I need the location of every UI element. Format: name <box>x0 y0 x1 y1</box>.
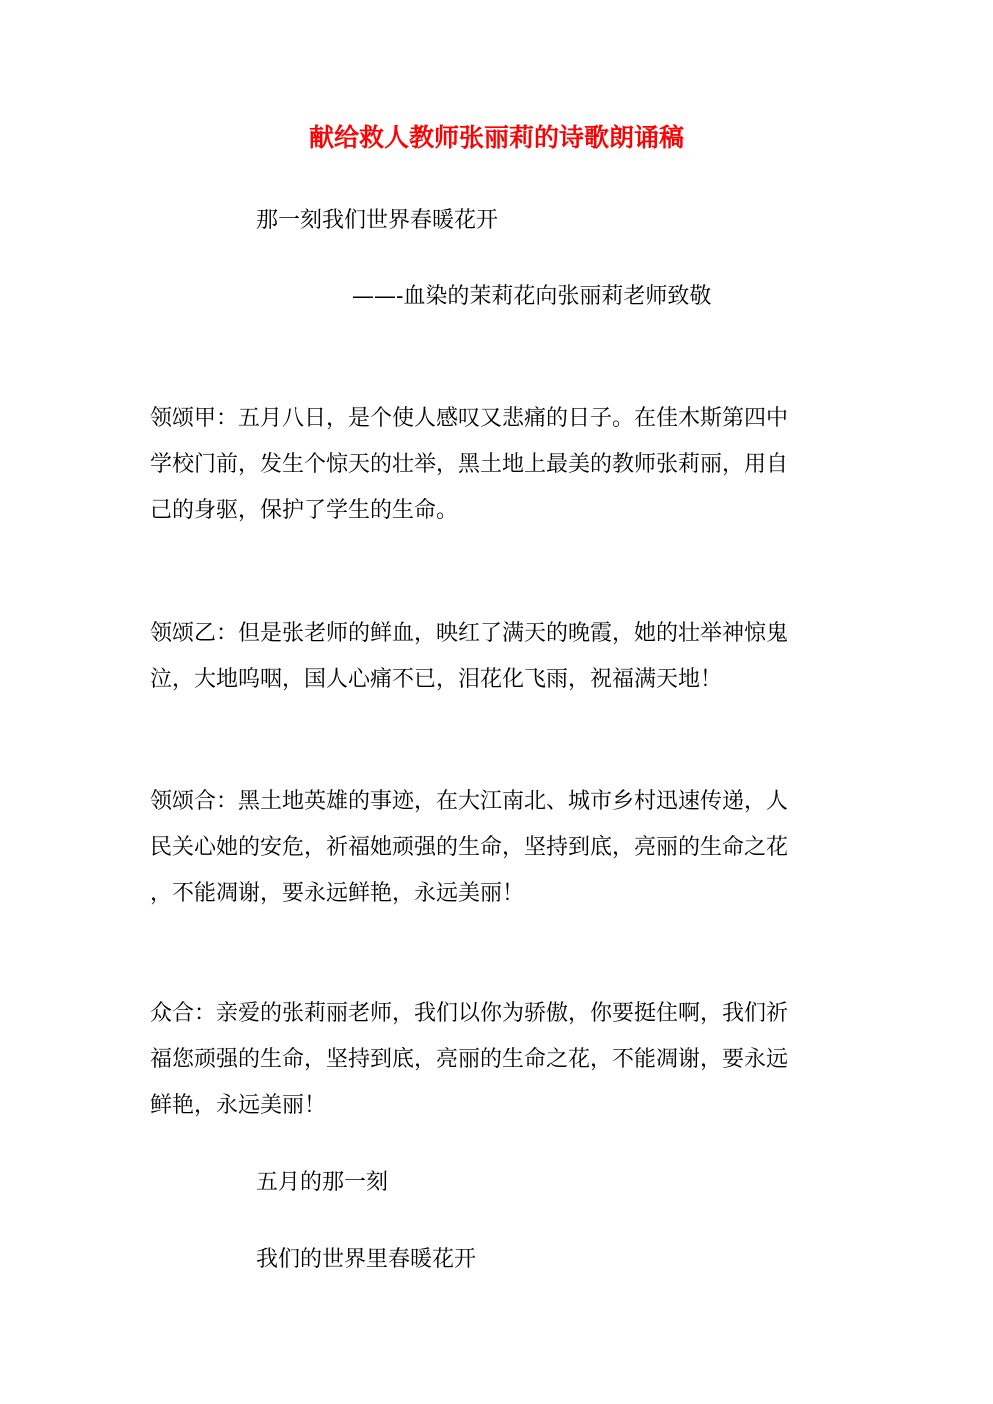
paragraph-lead-b <box>150 611 822 703</box>
verse-line: 我们的世界里春暖花开 <box>256 1247 477 1272</box>
paragraph-lead-together <box>150 779 822 917</box>
paragraph-line: 己的身驱，保护了学生的生命。 <box>150 498 459 523</box>
paragraph-line: 福您顽强的生命，坚持到底，亮丽的生命之花，不能凋谢，要永远 <box>150 1047 789 1072</box>
paragraph-chorus <box>150 991 822 1129</box>
paragraph-lead-a <box>150 396 822 534</box>
verse-line: 五月的那一刻 <box>256 1170 389 1195</box>
poem-subtitle: ——-血染的茉莉花向张丽莉老师致敬 <box>352 284 712 309</box>
paragraph-line: 领颂甲：五月八日，是个使人感叹又悲痛的日子。在佳木斯第四中 <box>150 406 789 431</box>
paragraph-line: 泣，大地呜咽，国人心痛不已，泪花化飞雨，祝福满天地！ <box>150 667 723 692</box>
paragraph-line: 学校门前，发生个惊天的壮举，黑土地上最美的教师张莉丽，用自 <box>150 452 789 477</box>
paragraph-line: ，不能凋谢，要永远鲜艳，永远美丽！ <box>150 881 525 906</box>
paragraph-line: 众合：亲爱的张莉丽老师，我们以你为骄傲，你要挺住啊，我们祈 <box>150 1001 789 1026</box>
document-title: 献给救人教师张丽莉的诗歌朗诵稿 <box>308 123 684 152</box>
poem-title: 那一刻我们世界春暖花开 <box>256 208 499 233</box>
paragraph-line: 领颂合：黑土地英雄的事迹，在大江南北、城市乡村迅速传递，人 <box>150 789 789 814</box>
paragraph-line: 领颂乙：但是张老师的鲜血，映红了满天的晚霞，她的壮举神惊鬼 <box>150 621 789 646</box>
paragraph-line: 民关心她的安危，祈福她顽强的生命，坚持到底，亮丽的生命之花 <box>150 835 789 860</box>
paragraph-line: 鲜艳，永远美丽！ <box>150 1093 327 1118</box>
